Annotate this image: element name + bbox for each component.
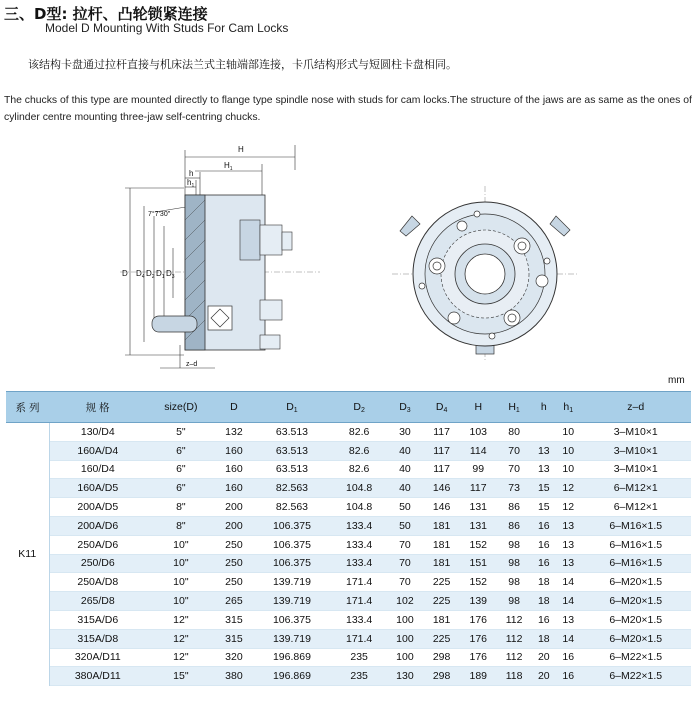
table-cell: 250 [216,554,253,573]
table-cell: 6–M12×1 [580,479,691,498]
table-cell: 70 [387,573,424,592]
table-cell: 112 [497,610,532,629]
table-cell: 18 [532,629,556,648]
dim-label-h1: $h_1$ [187,178,195,189]
table-row [6,479,691,498]
table-cell: 117 [423,423,460,442]
table-cell: 131 [460,498,497,517]
table-cell: 320A/D11 [49,648,146,667]
table-cell: 10 [556,423,580,442]
table-cell: 16 [532,535,556,554]
table-row [6,516,691,535]
table-cell: 106.375 [252,516,331,535]
table-cell: 3–M10×1 [580,441,691,460]
table-cell: 225 [423,592,460,611]
table-cell: 189 [460,667,497,686]
table-cell: 176 [460,648,497,667]
table-cell: 6–M16×1.5 [580,554,691,573]
table-cell: 16 [532,554,556,573]
table-cell: 181 [423,610,460,629]
table-cell: 176 [460,610,497,629]
table-cell: 20 [532,648,556,667]
table-header-cell: z–d [580,392,691,423]
table-cell: 13 [532,441,556,460]
table-row [6,592,691,611]
table-cell: 6–M20×1.5 [580,592,691,611]
table-cell: 6–M20×1.5 [580,573,691,592]
table-cell: 133.4 [332,554,387,573]
table-cell: 200A/D5 [49,498,146,517]
table-cell: 315 [216,610,253,629]
table-header-cell: 规 格 [49,392,146,423]
table-cell: 139.719 [252,592,331,611]
table-cell: 13 [556,554,580,573]
table-cell: 117 [423,441,460,460]
table-cell: 18 [532,592,556,611]
table-header-cell: $h_1$ [556,392,580,423]
table-cell: 82.6 [332,423,387,442]
table-cell: 13 [532,460,556,479]
table-cell: 225 [423,629,460,648]
table-row [6,610,691,629]
table-header-cell: H [460,392,497,423]
table-cell: 315 [216,629,253,648]
series-cell: K11 [6,423,49,686]
table-cell: 117 [460,479,497,498]
dim-label-D2: $D_2$ [146,269,155,280]
table-cell: 250A/D8 [49,573,146,592]
table-cell: 40 [387,460,424,479]
table-cell: 10" [146,592,216,611]
table-cell: 196.869 [252,667,331,686]
table-cell: 82.563 [252,498,331,517]
table-cell: 106.375 [252,610,331,629]
table-cell: 63.513 [252,423,331,442]
table-cell: 133.4 [332,610,387,629]
table-cell: 13 [556,516,580,535]
table-cell: 112 [497,648,532,667]
table-cell: 80 [497,423,532,442]
table-cell: 6–M12×1 [580,498,691,517]
table-cell: 133.4 [332,516,387,535]
table-cell: 200A/D6 [49,516,146,535]
table-cell: 98 [497,535,532,554]
table-cell: 160A/D4 [49,441,146,460]
table-cell: 13 [556,535,580,554]
table-cell: 82.6 [332,441,387,460]
table-cell: 160/D4 [49,460,146,479]
table-cell: 146 [423,479,460,498]
table-cell: 15 [532,498,556,517]
table-cell: 139.719 [252,573,331,592]
table-cell: 181 [423,516,460,535]
table-cell: 380A/D11 [49,667,146,686]
table-cell: 235 [332,648,387,667]
table-cell: 146 [423,498,460,517]
table-cell: 6–M22×1.5 [580,667,691,686]
dim-label-h: h [189,169,194,178]
table-cell: 14 [556,592,580,611]
table-cell: 3–M10×1 [580,423,691,442]
table-cell: 15 [532,479,556,498]
table-cell: 171.4 [332,573,387,592]
table-cell: 160 [216,460,253,479]
table-cell: 181 [423,554,460,573]
dim-label-angle: 7°7'30" [148,211,171,218]
table-cell: 6–M20×1.5 [580,629,691,648]
table-cell: 16 [556,648,580,667]
table-cell: 6" [146,441,216,460]
table-cell: 176 [460,629,497,648]
table-cell: 151 [460,554,497,573]
table-cell: 6–M20×1.5 [580,610,691,629]
table-cell: 12" [146,610,216,629]
table-cell: 132 [216,423,253,442]
table-cell: 12" [146,648,216,667]
table-cell: 50 [387,516,424,535]
table-cell: 250/D6 [49,554,146,573]
table-cell: 6" [146,479,216,498]
table-cell: 225 [423,573,460,592]
table-cell: 10" [146,535,216,554]
dim-label-D: D [122,269,128,278]
table-cell: 104.8 [332,479,387,498]
table-cell: 98 [497,592,532,611]
table-cell: 40 [387,479,424,498]
table-cell: 315A/D8 [49,629,146,648]
table-cell: 86 [497,516,532,535]
table-cell: 265/D8 [49,592,146,611]
table-cell: 16 [532,610,556,629]
table-cell: 63.513 [252,460,331,479]
table-cell: 380 [216,667,253,686]
table-cell: 50 [387,498,424,517]
table-header-row [6,392,691,423]
table-cell: 12 [556,479,580,498]
table-cell: 130/D4 [49,423,146,442]
table-cell: 6–M16×1.5 [580,516,691,535]
table-cell: 298 [423,667,460,686]
table-cell: 100 [387,648,424,667]
unit-label: mm [668,375,685,386]
table-cell: 98 [497,554,532,573]
table-header-cell: 系 列 [6,392,49,423]
table-cell: 235 [332,667,387,686]
table-cell: 16 [532,516,556,535]
table-cell: 70 [387,554,424,573]
page-heading: 三、D型: 拉杆、凸轮锁紧连接 [4,5,208,23]
table-cell: 3–M10×1 [580,460,691,479]
table-cell: 315A/D6 [49,610,146,629]
dim-label-D4: $D_4$ [136,269,145,280]
table-cell: 250A/D6 [49,535,146,554]
table-row [6,498,691,517]
table-cell: 10" [146,554,216,573]
table-cell: 112 [497,629,532,648]
table-header-cell: $D_1$ [252,392,331,423]
table-cell: 10 [556,460,580,479]
description-english: The chucks of this type are mounted directly to flange type spindle nose with studs for cam locks.The structure of the jaws are as same as the ones of cylinder centre mounting three-jaw self-centring chucks. [4,95,692,123]
table-row [6,441,691,460]
table-body [6,423,691,686]
table-cell: 114 [460,441,497,460]
table-cell: 98 [497,573,532,592]
table-row [6,667,691,686]
table-cell: 30 [387,423,424,442]
table-row [6,648,691,667]
table-row [6,554,691,573]
table-header-cell: size(D) [146,392,216,423]
table-cell: 139.719 [252,629,331,648]
table-cell: 139 [460,592,497,611]
table-cell: 103 [460,423,497,442]
table-cell: 70 [497,460,532,479]
table-cell: 100 [387,610,424,629]
table-cell: 99 [460,460,497,479]
table-cell: 6" [146,460,216,479]
dim-label-H1: $H_1$ [224,161,233,172]
table-cell: 106.375 [252,535,331,554]
table-cell: 265 [216,592,253,611]
table-cell: 18 [532,573,556,592]
table-cell: 14 [556,573,580,592]
table-cell: 8" [146,498,216,517]
table-cell: 320 [216,648,253,667]
table-header-cell: D [216,392,253,423]
table-cell: 106.375 [252,554,331,573]
table-cell: 117 [423,460,460,479]
table-cell: 131 [460,516,497,535]
chuck-front-view-drawing [392,186,578,362]
table-header-cell: $D_3$ [387,392,424,423]
table-row [6,535,691,554]
table-cell: 250 [216,573,253,592]
dim-label-zd: z–d [186,361,198,368]
table-cell: 12 [556,498,580,517]
table-cell: 152 [460,573,497,592]
table-cell: 160 [216,479,253,498]
table-cell: 200 [216,516,253,535]
table-cell: 82.6 [332,460,387,479]
table-cell: 63.513 [252,441,331,460]
table-cell: 14 [556,629,580,648]
table-cell: 82.563 [252,479,331,498]
table-cell: 5" [146,423,216,442]
table-cell: 298 [423,648,460,667]
table-cell: 10" [146,573,216,592]
table-cell [532,423,556,442]
table-cell: 250 [216,535,253,554]
table-cell: 102 [387,592,424,611]
spec-table [6,391,691,686]
dim-label-D3: $D_3$ [166,269,175,280]
table-cell: 6–M22×1.5 [580,648,691,667]
dim-label-D1: $D_1$ [156,269,165,280]
dim-label-H: H [238,145,244,154]
table-cell: 133.4 [332,535,387,554]
page-subheading: Model D Mounting With Studs For Cam Locks [45,21,289,35]
table-cell: 73 [497,479,532,498]
table-cell: 10 [556,441,580,460]
table-header-cell: $H_1$ [497,392,532,423]
table-cell: 86 [497,498,532,517]
description-chinese: 该结构卡盘通过拉杆直接与机床法兰式主轴端部连接，卡爪结构形式与短圆柱卡盘相同。 [28,58,457,71]
table-cell: 171.4 [332,629,387,648]
table-row [6,629,691,648]
table-cell: 20 [532,667,556,686]
table-cell: 8" [146,516,216,535]
table-row [6,423,691,442]
table-cell: 13 [556,610,580,629]
table-cell: 160 [216,441,253,460]
table-cell: 181 [423,535,460,554]
table-cell: 118 [497,667,532,686]
table-cell: 152 [460,535,497,554]
table-cell: 6–M16×1.5 [580,535,691,554]
table-cell: 104.8 [332,498,387,517]
table-header-cell: h [532,392,556,423]
table-cell: 12" [146,629,216,648]
table-header-cell: $D_2$ [332,392,387,423]
table-row [6,573,691,592]
table-cell: 40 [387,441,424,460]
table-row [6,460,691,479]
table-cell: 200 [216,498,253,517]
table-cell: 100 [387,629,424,648]
table-cell: 130 [387,667,424,686]
table-cell: 15" [146,667,216,686]
table-cell: 16 [556,667,580,686]
chuck-side-section-drawing [120,140,320,372]
table-cell: 70 [387,535,424,554]
table-header-cell: $D_4$ [423,392,460,423]
table-cell: 196.869 [252,648,331,667]
table-cell: 160A/D5 [49,479,146,498]
table-cell: 70 [497,441,532,460]
table-cell: 171.4 [332,592,387,611]
